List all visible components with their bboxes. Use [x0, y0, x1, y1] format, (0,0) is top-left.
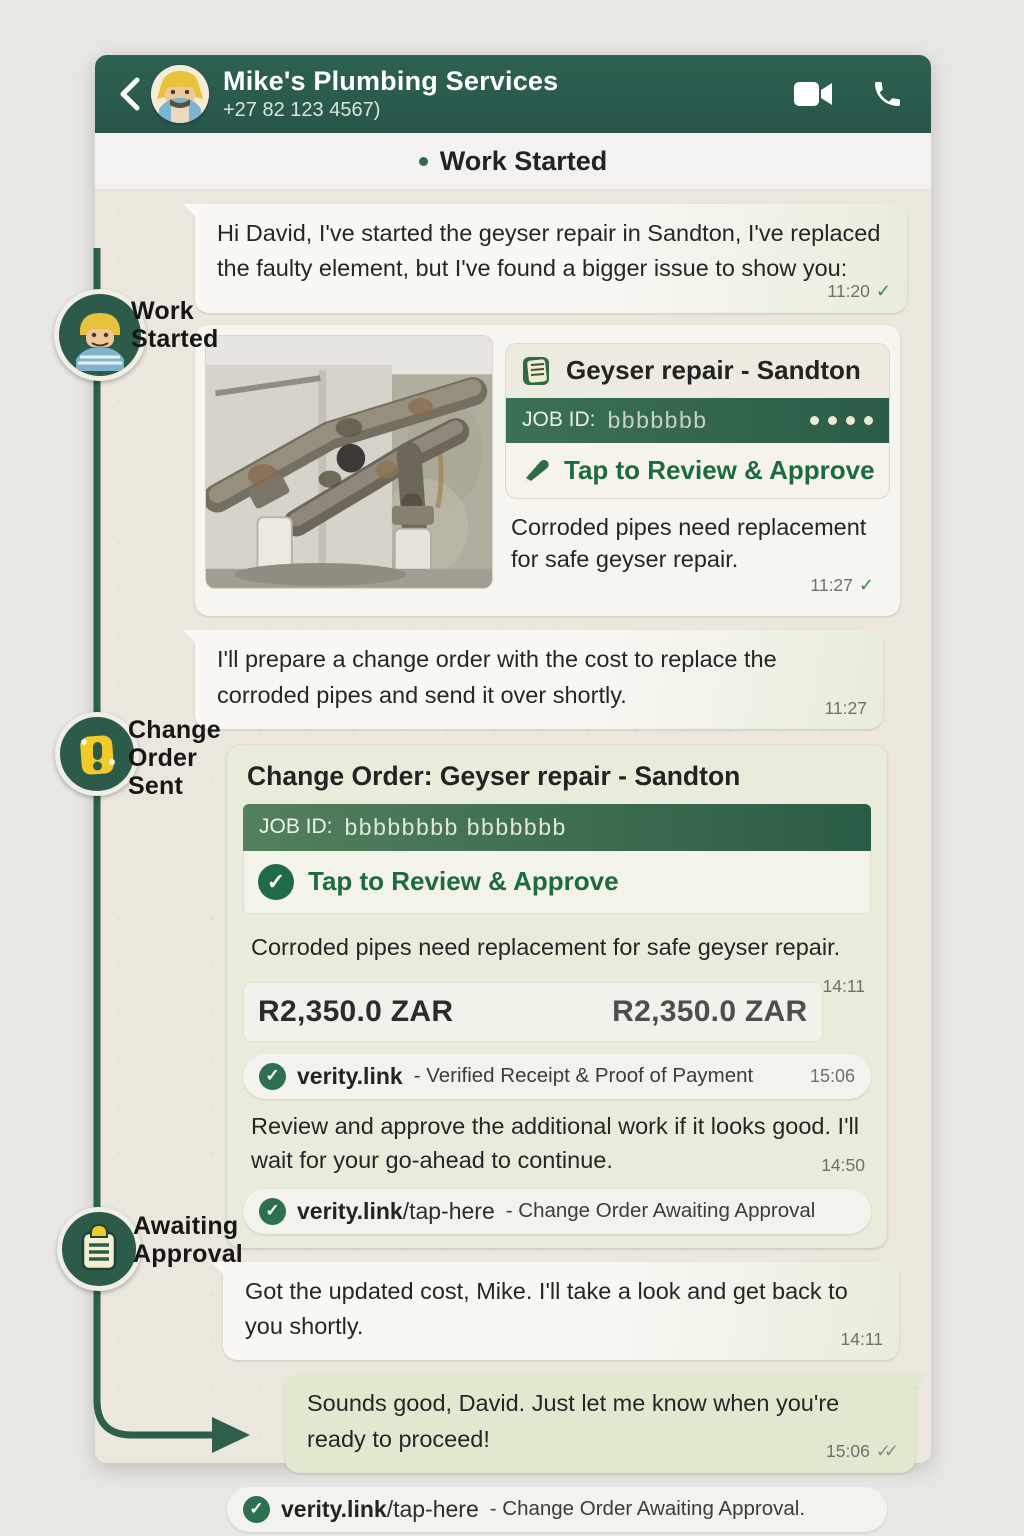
back-button[interactable]	[113, 72, 147, 116]
change-order-title: Change Order: Geyser repair - Sandton	[247, 760, 741, 791]
timestamp: 14:11	[840, 1329, 883, 1350]
job-card-title-row	[506, 344, 889, 398]
message-meta	[823, 974, 866, 999]
price-amount: R2,350.0 ZAR	[258, 994, 454, 1028]
price-row	[243, 982, 823, 1042]
message-text: Got the updated cost, Mike. I'll take a look and get back to you shortly.	[245, 1277, 848, 1340]
sent-check-icon: ✓	[875, 280, 891, 301]
timestamp: 14:50	[821, 1154, 865, 1175]
header-text	[223, 66, 793, 122]
timeline-label-awaiting-approval: Awaiting Approval	[133, 1212, 243, 1268]
corroded-pipes-photo[interactable]	[205, 335, 493, 589]
job-id-bar	[506, 398, 889, 443]
link-brand: verity.link	[281, 1495, 387, 1522]
message-customer-reply	[223, 1262, 899, 1361]
job-id-label: JOB ID:	[259, 815, 333, 839]
link-description: - Change Order Awaiting Approval.	[489, 1497, 806, 1521]
status-label: Work Started	[439, 145, 608, 176]
message-outgoing	[285, 1374, 915, 1473]
alert-document-icon	[65, 722, 129, 786]
timestamp: 11:20	[827, 280, 870, 301]
link-description: - Verified Receipt & Proof of Payment	[413, 1064, 754, 1088]
verified-receipt-link[interactable]	[243, 1054, 871, 1099]
phone-icon	[871, 78, 903, 110]
job-id-label: JOB ID:	[522, 408, 596, 431]
link-brand: verity.link	[297, 1197, 403, 1224]
message-photo-card	[195, 325, 900, 617]
message-meta	[821, 1153, 865, 1178]
tap-to-review-button[interactable]	[506, 443, 889, 498]
timestamp: 15:06	[826, 1441, 870, 1462]
status-dot-icon	[419, 157, 428, 166]
timeline-label-change-order: Change Order Sent	[128, 716, 221, 800]
link-path: /tap-here	[386, 1495, 479, 1522]
note-text: Review and approve the additional work if it looks good. I'll wait for your go-ahead to continue.	[251, 1112, 859, 1173]
marker-pen-icon	[520, 456, 552, 484]
verified-check-icon: ✓	[259, 1198, 286, 1225]
back-chevron-icon	[117, 74, 143, 114]
status-banner	[95, 133, 931, 190]
link-description: - Change Order Awaiting Approval	[505, 1199, 816, 1223]
link-brand: verity.link	[297, 1062, 403, 1089]
message-meta	[825, 695, 868, 721]
video-call-button[interactable]	[793, 77, 833, 111]
voice-call-button[interactable]	[867, 77, 907, 111]
tap-to-review-label: Tap to Review & Approve	[308, 866, 619, 897]
price-amount-secondary: R2,350.0 ZAR	[612, 994, 808, 1028]
message-prepare	[195, 630, 883, 729]
delivered-check-icon: ✓✓	[875, 1440, 892, 1461]
message-meta	[810, 573, 874, 598]
header-actions	[793, 77, 907, 111]
message-meta	[826, 1438, 899, 1465]
clipboard-icon	[67, 1217, 131, 1281]
message-text: Sounds good, David. Just let me know when you're ready to proceed!	[307, 1390, 840, 1452]
change-order-bubble	[227, 745, 887, 1248]
footer-awaiting-approval-link[interactable]	[227, 1487, 887, 1532]
photo-card-right	[505, 335, 890, 607]
change-order-job-id-bar	[243, 804, 871, 851]
message-text: I'll prepare a change order with the cost to replace the corroded pipes and send it over shortly.	[217, 646, 777, 708]
contact-name: Mike's Plumbing Services	[223, 66, 559, 96]
message-text: Hi David, I've started the geyser repair in Sandton, I've replaced the faulty element, but I've found a bigger issue to show you:	[217, 220, 881, 282]
link-path: /tap-here	[402, 1197, 495, 1224]
menu-dots-icon[interactable]	[810, 416, 873, 425]
timestamp: 14:11	[822, 975, 865, 996]
message-meta	[827, 278, 891, 305]
message-intro	[195, 204, 907, 313]
plumber-avatar-icon	[151, 65, 209, 123]
timestamp: 11:27	[824, 697, 867, 718]
message-meta	[841, 1326, 884, 1352]
photo-caption	[505, 499, 890, 607]
video-camera-icon	[793, 80, 833, 108]
contact-phone: +27 82 123 4567)	[223, 99, 381, 121]
tap-to-review-button[interactable]	[243, 851, 871, 914]
job-id-value: bbbbbbbb bbbbbbb	[344, 813, 567, 840]
description-text: Corroded pipes need replacement for safe geyser repair.	[251, 933, 841, 960]
avatar[interactable]	[151, 65, 209, 123]
pipes-photo-illustration	[206, 336, 492, 588]
verified-check-icon: ✓	[259, 1063, 286, 1090]
tap-to-review-label: Tap to Review & Approve	[564, 454, 875, 485]
chat-body	[95, 190, 931, 1522]
caption-text: Corroded pipes need replacement for safe geyser repair.	[511, 513, 867, 573]
timestamp: 15:06	[809, 1065, 855, 1086]
check-circle-icon: ✓	[258, 864, 294, 900]
timeline-node-awaiting-approval	[57, 1207, 141, 1291]
chat-header	[95, 55, 931, 133]
sent-check-icon: ✓	[858, 575, 874, 596]
change-order-description	[243, 924, 871, 996]
awaiting-approval-link[interactable]	[243, 1189, 871, 1234]
job-title: Geyser repair - Sandton	[566, 355, 861, 385]
timeline-label-work-started: Work Started	[131, 297, 219, 353]
timeline-node-change-order	[55, 712, 139, 796]
job-id-value: bbbbbbb	[607, 406, 708, 433]
worker-icon	[64, 299, 136, 371]
timestamp: 11:27	[810, 575, 853, 596]
change-order-note	[243, 1099, 871, 1183]
job-card	[505, 343, 890, 499]
verified-check-icon: ✓	[243, 1496, 270, 1523]
document-icon	[520, 354, 554, 388]
